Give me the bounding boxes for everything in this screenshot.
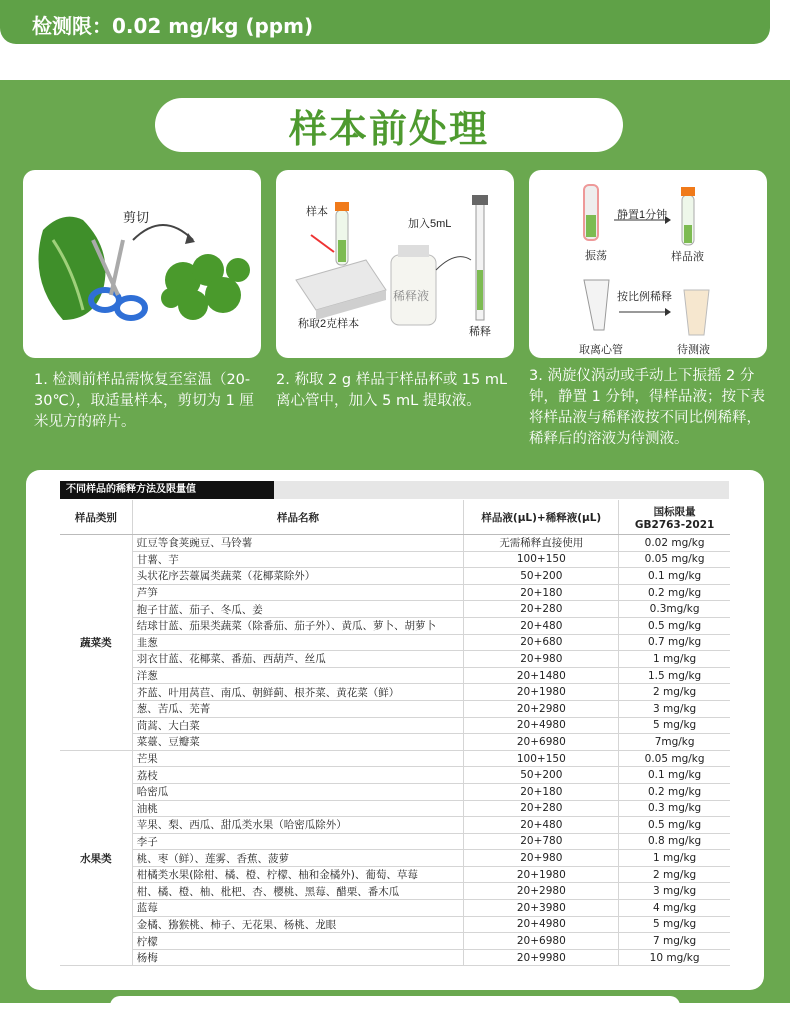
table-row: [60, 850, 730, 867]
limit-cell: 7mg/kg: [619, 734, 730, 751]
dilution-cell: 20+180: [464, 584, 619, 601]
table-row: [60, 717, 730, 734]
name-cell: 芦笋: [132, 584, 464, 601]
test-liquid-label: 待测液: [677, 344, 710, 356]
dilution-cell: 20+980: [464, 651, 619, 668]
dilution-cell: 20+2980: [464, 883, 619, 900]
dilution-cell: 20+4980: [464, 717, 619, 734]
table-row: [60, 601, 730, 618]
cut-label: 剪切: [123, 210, 150, 225]
dilution-cell: 20+3980: [464, 900, 619, 917]
limit-cell: 0.1 mg/kg: [619, 568, 730, 585]
step1-text: 1. 检测前样品需恢复至室温（20-30℃），取适量样本，剪切为 1 厘米见方的碎片。: [34, 372, 254, 430]
table-row: [60, 684, 730, 701]
chopped-greens-icon: [161, 254, 250, 320]
name-cell: 荔枝: [132, 767, 464, 784]
dilution-label: 稀释液: [393, 289, 430, 303]
table-caption: 不同样品的稀释方法及限量值: [60, 481, 274, 499]
table-body: [60, 535, 730, 966]
limit-cell: 0.05 mg/kg: [619, 750, 730, 767]
category-cell: 水果类: [60, 750, 132, 966]
name-cell: 柑橘类水果(除柑、橘、橙、柠檬、柚和金橘外)、葡萄、草莓: [132, 866, 464, 883]
arrow-icon: [133, 225, 193, 240]
dilution-cell: 20+780: [464, 833, 619, 850]
limit-cell: 1 mg/kg: [619, 651, 730, 668]
section-title-pill: [155, 98, 623, 152]
dilution-cell: 20+9980: [464, 949, 619, 966]
table-row: [60, 800, 730, 817]
limit-cell: 0.7 mg/kg: [619, 634, 730, 651]
dilution-cell: 20+280: [464, 601, 619, 618]
limit-cell: 1.5 mg/kg: [619, 667, 730, 684]
table-row: [60, 833, 730, 850]
limit-cell: 0.02 mg/kg: [619, 535, 730, 552]
dilution-cell: 20+4980: [464, 916, 619, 933]
header-category: 样品类别: [60, 500, 132, 535]
step3-text: 3. 涡旋仪涡动或手动上下振摇 2 分钟，静置 1 分钟，得样品液；按下表将样品液与稀释液按不同比例稀释，稀释后的溶液为待测液。: [529, 368, 765, 447]
table-row: [60, 584, 730, 601]
limit-cell: 7 mg/kg: [619, 933, 730, 950]
table-row: [60, 916, 730, 933]
dilution-cell: 50+200: [464, 767, 619, 784]
limit-cell: 0.2 mg/kg: [619, 783, 730, 800]
name-cell: 头状花序芸薹属类蔬菜（花椰菜除外）: [132, 568, 464, 585]
limit-cell: 0.3mg/kg: [619, 601, 730, 618]
name-cell: 抱子甘蓝、茄子、冬瓜、姜: [132, 601, 464, 618]
detection-limit-banner: [0, 0, 770, 44]
table-row: [60, 866, 730, 883]
cutting-illustration: [23, 170, 261, 358]
red-arrow-icon: [311, 235, 334, 252]
name-cell: 芥蓝、叶用莴苣、南瓜、朝鲜蓟、根芥菜、黄花菜（鲜）: [132, 684, 464, 701]
name-cell: 韭葱: [132, 634, 464, 651]
table-row: [60, 535, 730, 552]
table-row: [60, 734, 730, 751]
shaking-illustration: [529, 170, 767, 358]
table-row: [60, 883, 730, 900]
dilution-cell: 20+180: [464, 783, 619, 800]
table-row: [60, 783, 730, 800]
name-cell: 杨梅: [132, 949, 464, 966]
dilution-cell: 100+150: [464, 750, 619, 767]
dilution-cell: 20+480: [464, 817, 619, 834]
name-cell: 柑、橘、橙、柚、枇杷、杏、樱桃、黑莓、醋栗、番木瓜: [132, 883, 464, 900]
name-cell: 甘薯、芋: [132, 551, 464, 568]
table-row: [60, 617, 730, 634]
limit-cell: 4 mg/kg: [619, 900, 730, 917]
category-cell: 蔬菜类: [60, 535, 132, 751]
dilution-cell: 20+1980: [464, 684, 619, 701]
weighing-illustration: [276, 170, 514, 358]
step2-illustration: [276, 170, 514, 358]
name-cell: 桃、枣（鲜）、莲雾、香蕉、菠萝: [132, 850, 464, 867]
limit-cell: 2 mg/kg: [619, 684, 730, 701]
detection-limit-text: 检测限：0.02 mg/kg (ppm): [32, 14, 314, 38]
dilute-label: 稀释: [469, 326, 491, 338]
name-cell: 金橘、猕猴桃、柿子、无花果、杨桃、龙眼: [132, 916, 464, 933]
dilution-cell: 20+2980: [464, 700, 619, 717]
table-row: [60, 750, 730, 767]
dilution-cell: 100+150: [464, 551, 619, 568]
name-cell: 芒果: [132, 750, 464, 767]
header-name: 样品名称: [132, 500, 464, 535]
name-cell: 油桃: [132, 800, 464, 817]
shake-label: 振荡: [585, 250, 607, 262]
dilution-cell: 20+1980: [464, 866, 619, 883]
header-limit-line2: GB2763-2021: [634, 518, 715, 531]
limit-cell: 0.5 mg/kg: [619, 617, 730, 634]
limit-cell: 0.8 mg/kg: [619, 833, 730, 850]
table-row: [60, 651, 730, 668]
next-section-pill: [110, 996, 680, 1016]
table-row: [60, 667, 730, 684]
table-caption-bar: [274, 481, 729, 499]
name-cell: 菜薹、豆瓣菜: [132, 734, 464, 751]
add-label: 加入5mL: [408, 218, 452, 230]
header-limit: [619, 500, 730, 535]
name-cell: 李子: [132, 833, 464, 850]
limit-cell: 2 mg/kg: [619, 866, 730, 883]
centrifuge-tube-icon: [584, 280, 609, 330]
name-cell: 豇豆等食荚豌豆、马铃薯: [132, 535, 464, 552]
dilution-cell: 50+200: [464, 568, 619, 585]
name-cell: 羽衣甘蓝、花椰菜、番茄、西葫芦、丝瓜: [132, 651, 464, 668]
test-liquid-tube-icon: [684, 290, 709, 335]
limit-cell: 0.2 mg/kg: [619, 584, 730, 601]
weigh-label: 称取2克样本: [298, 318, 360, 330]
limit-cell: 0.05 mg/kg: [619, 551, 730, 568]
sample-label: 样本: [306, 206, 328, 218]
name-cell: 茼蒿、大白菜: [132, 717, 464, 734]
table-row: [60, 634, 730, 651]
limit-cell: 5 mg/kg: [619, 717, 730, 734]
limit-cell: 0.1 mg/kg: [619, 767, 730, 784]
sample-liquid-label: 样品液: [671, 251, 704, 263]
limit-cell: 1 mg/kg: [619, 850, 730, 867]
name-cell: 苹果、梨、西瓜、甜瓜类水果（哈密瓜除外）: [132, 817, 464, 834]
step1-illustration: [23, 170, 261, 358]
dilution-cell: 20+980: [464, 850, 619, 867]
name-cell: 哈密瓜: [132, 783, 464, 800]
dilution-cell: 20+480: [464, 617, 619, 634]
ratio-label: 按比例稀释: [617, 291, 672, 303]
limit-cell: 10 mg/kg: [619, 949, 730, 966]
tube-label: 取离心管: [579, 344, 623, 356]
name-cell: 柠檬: [132, 933, 464, 950]
dilution-cell: 20+680: [464, 634, 619, 651]
header-dilution: 样品液(μL)+稀释液(μL): [464, 500, 619, 535]
table-row: [60, 551, 730, 568]
table-row: [60, 568, 730, 585]
dilution-cell: 无需稀释直接使用: [464, 535, 619, 552]
dilution-cell: 20+6980: [464, 734, 619, 751]
dilution-cell: 20+280: [464, 800, 619, 817]
rest-label: 静置1分钟: [617, 209, 668, 221]
name-cell: 蓝莓: [132, 900, 464, 917]
table-row: [60, 700, 730, 717]
limit-cell: 3 mg/kg: [619, 883, 730, 900]
name-cell: 葱、苦瓜、芜菁: [132, 700, 464, 717]
table-row: [60, 900, 730, 917]
name-cell: 洋葱: [132, 667, 464, 684]
table-row: [60, 949, 730, 966]
name-cell: 结球甘蓝、茄果类蔬菜（除番茄、茄子外）、黄瓜、萝卜、胡萝卜: [132, 617, 464, 634]
table-header-row: [60, 500, 730, 535]
section-title: 样本前处理: [288, 106, 489, 151]
dilution-table: [60, 500, 730, 966]
table-row: [60, 767, 730, 784]
table-row: [60, 817, 730, 834]
limit-cell: 5 mg/kg: [619, 916, 730, 933]
limit-cell: 3 mg/kg: [619, 700, 730, 717]
step2-text: 2. 称取 2 g 样品于样品杯或 15 mL 离心管中，加入 5 mL 提取液。: [276, 372, 508, 409]
step3-illustration: [529, 170, 767, 358]
dilution-cell: 20+1480: [464, 667, 619, 684]
table-row: [60, 933, 730, 950]
limit-cell: 0.5 mg/kg: [619, 817, 730, 834]
dilution-cell: 20+6980: [464, 933, 619, 950]
header-limit-line1: 国标限量: [653, 505, 696, 518]
limit-cell: 0.3 mg/kg: [619, 800, 730, 817]
